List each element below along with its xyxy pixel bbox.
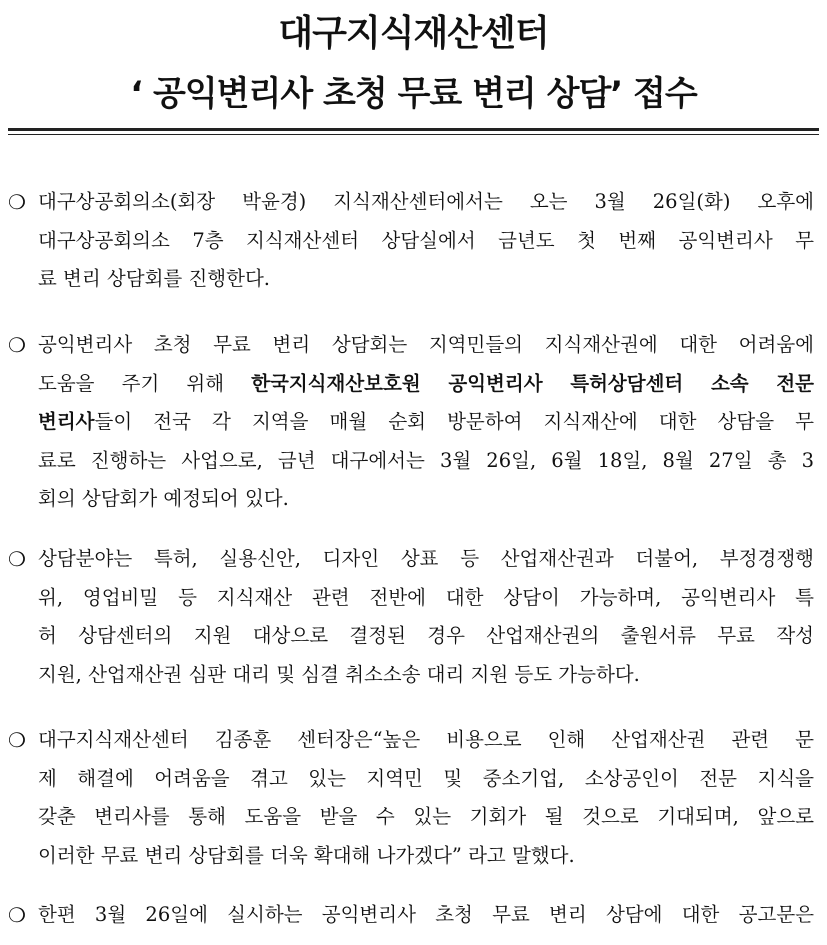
paragraph-1 (8, 183, 814, 299)
paragraph-line: 대구지식재산센터 김종훈 센터장은“높은 비용으로 인해 산업재산권 관련 문 (38, 728, 814, 751)
bullet-circle-icon: ❍ (8, 190, 26, 214)
paragraph-line: 상담분야는 특허, 실용신안, 디자인 상표 등 산업재산권과 더불어, 부정경쟁행 (38, 547, 814, 570)
paragraph-line: 공익변리사 초청 무료 변리 상담회는 지역민들의 지식재산권에 대한 어려움에 (38, 333, 814, 356)
paragraph-line: 허 상담센터의 지원 대상으로 결정된 경우 산업재산권의 출원서류 무료 작성 (38, 624, 814, 647)
paragraph-3 (8, 540, 814, 694)
paragraph-line: 제 해결에 어려움을 겪고 있는 지역민 및 중소기업, 소상공인이 전문 지식을 (38, 766, 814, 790)
paragraph-line: 위, 영업비밀 등 지식재산 관련 전반에 대한 상담이 가능하며, 공익변리사 특 (38, 585, 814, 609)
paragraph-line (38, 365, 814, 404)
bullet-circle-icon: ❍ (8, 547, 26, 571)
page-subtitle: ‘ 공익변리사 초청 무료 변리 상담’ 접수 (130, 74, 697, 114)
bullet-circle-icon: ❍ (8, 728, 26, 752)
title-divider-thick (8, 128, 819, 131)
paragraph-2 (8, 326, 814, 519)
paragraph-line (38, 403, 814, 442)
emphasis-text: 변리사 (38, 410, 95, 433)
paragraph-line: 료로 진행하는 사업으로, 금년 대구에서는 3월 26일, 6월 18일, 8월 27일 총 3 (38, 448, 814, 472)
paragraph-line: 대구상공회의소(회장 박윤경) 지식재산센터에서는 오는 3월 26일(화) 오후에 (38, 190, 814, 213)
paragraph-line: 한편 3월 26일에 실시하는 공익변리사 초청 무료 변리 상담에 대한 공고문은 (38, 903, 814, 926)
paragraph-line: 료 변리 상담회를 진행한다. (38, 267, 271, 290)
paragraph-text: 도움을 주기 위해 (38, 371, 252, 395)
title-divider-thin (8, 134, 819, 135)
bullet-circle-icon: ❍ (8, 333, 26, 357)
page-title: 대구지식재산센터 (278, 13, 549, 54)
paragraph-line: 대구상공회의소 7층 지식재산센터 상담실에서 금년도 첫 번째 공익변리사 무 (38, 228, 814, 252)
paragraph-5 (8, 896, 814, 935)
paragraph-line: 이러한 무료 변리 상담회를 더욱 확대해 나가겠다” 라고 말했다. (38, 843, 575, 867)
bullet-circle-icon: ❍ (8, 903, 26, 927)
paragraph-line: 회의 상담회가 예정되어 있다. (38, 487, 289, 510)
paragraph-text: 들이 전국 각 지역을 매월 순회 방문하여 지식재산에 대한 상담을 무 (94, 410, 814, 433)
paragraph-4 (8, 721, 814, 875)
emphasis-text: 한국지식재산보호원 공익변리사 특허상담센터 소속 전문 (251, 371, 814, 395)
paragraph-line: 갖춘 변리사를 통해 도움을 받을 수 있는 기회가 될 것으로 기대되며, 앞으로 (38, 805, 814, 828)
paragraph-line: 지원, 산업재산권 심판 대리 및 심결 취소소송 대리 지원 등도 가능하다. (38, 662, 640, 686)
